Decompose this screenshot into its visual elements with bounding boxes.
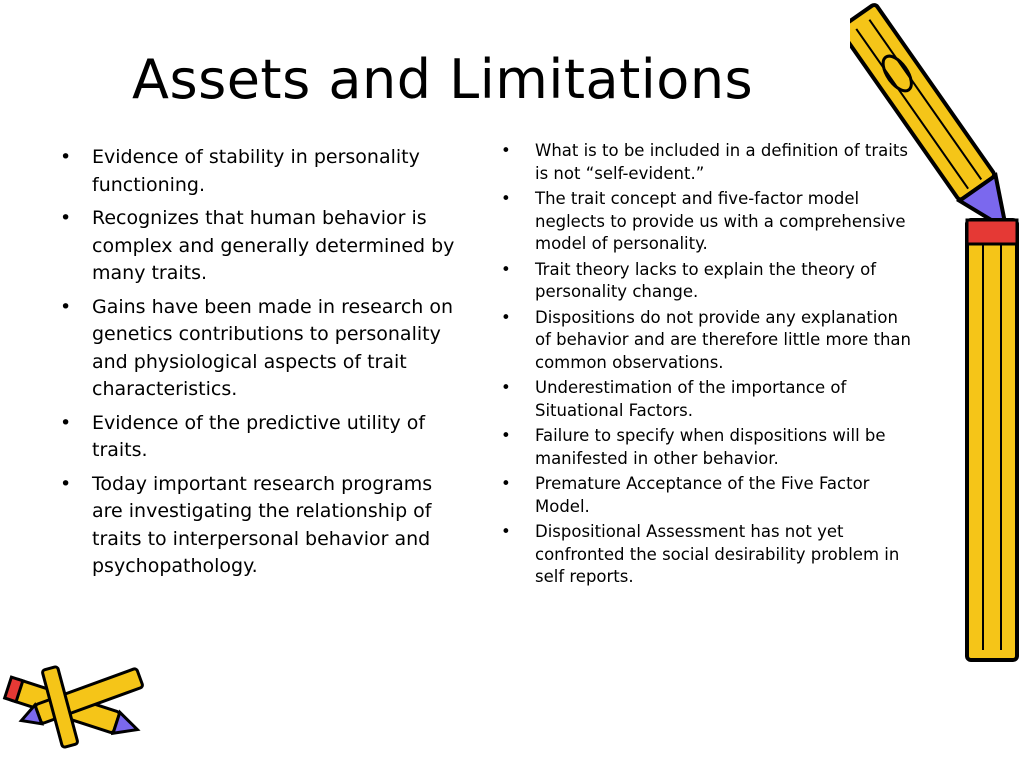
list-item-text: Failure to specify when dispositions will be manifested in other behavior. [535, 426, 886, 468]
list-item [56, 205, 466, 288]
slide-title: Assets and Limitations [132, 48, 754, 111]
list-item [56, 294, 466, 404]
bullet-icon: • [501, 378, 511, 397]
bullet-icon: • [501, 426, 511, 445]
bullet-icon: • [501, 474, 511, 493]
list-item [497, 473, 917, 518]
list-item [56, 471, 466, 581]
list-item-text: Recognizes that human behavior is complex and generally determined by many traits. [92, 207, 455, 284]
assets-list [56, 144, 466, 587]
list-item [497, 307, 917, 375]
list-item-text: Dispositions do not provide any explanation of behavior and are therefore little more than common observations. [535, 307, 911, 372]
crossed-pencils-icon [0, 660, 160, 765]
list-item [497, 425, 917, 470]
list-item-text: Trait theory lacks to explain the theory of personality change. [535, 259, 877, 301]
pencil-icon [955, 210, 1024, 670]
bullet-icon: • [60, 295, 72, 318]
list-item [56, 144, 466, 199]
list-item-text: Premature Acceptance of the Five Factor Model. [535, 474, 870, 516]
list-item [497, 377, 917, 422]
bullet-icon: • [60, 472, 72, 495]
list-item-text: What is to be included in a definition of traits is not “self-evident.” [535, 141, 908, 183]
list-item [497, 259, 917, 304]
bullet-icon: • [60, 146, 72, 168]
list-item-text: Gains have been made in research on genetics contributions to personality and physiological aspects of trait characteristics. [92, 295, 454, 400]
list-item [56, 410, 466, 465]
bullet-icon: • [501, 189, 511, 208]
bullet-icon: • [60, 411, 72, 434]
list-item [497, 521, 917, 589]
bullet-icon: • [501, 307, 511, 327]
list-item-text: Dispositional Assessment has not yet confronted the social desirability problem in self reports. [535, 522, 900, 586]
bullet-icon: • [501, 141, 511, 160]
list-item-text: Evidence of stability in personality functioning. [92, 146, 420, 196]
list-item-text: Today important research programs are investigating the relationship of traits to interpersonal behavior and psychopathology. [92, 472, 433, 577]
list-item-text: Evidence of the predictive utility of traits. [92, 411, 426, 461]
list-item-text: Underestimation of the importance of Situational Factors. [535, 378, 847, 420]
bullet-icon: • [501, 522, 511, 541]
bullet-icon: • [60, 207, 72, 229]
bullet-icon: • [501, 259, 511, 279]
list-item-text: The trait concept and five-factor model neglects to provide us with a comprehensive model of personality. [535, 189, 906, 253]
